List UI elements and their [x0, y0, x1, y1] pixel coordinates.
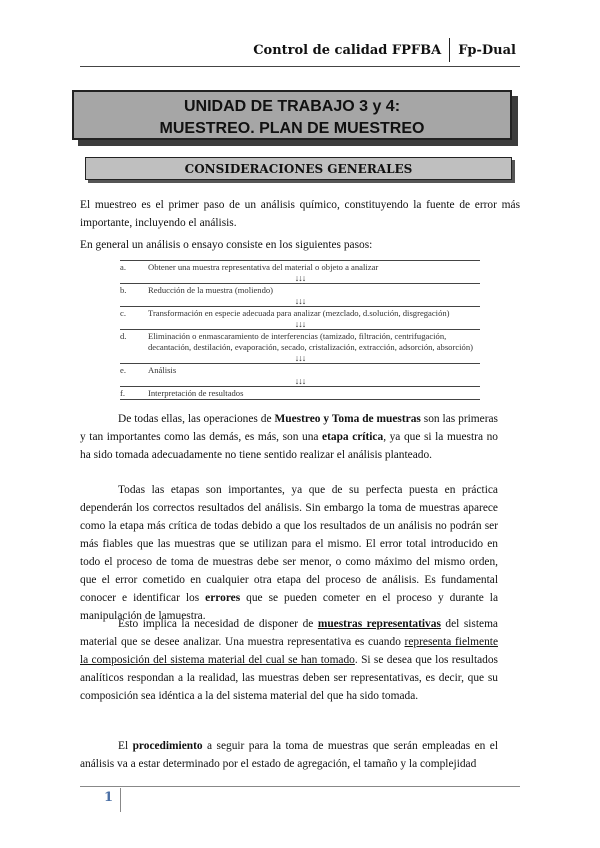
bold-text: etapa crítica — [322, 431, 384, 443]
text-run: De todas ellas, las operaciones de — [118, 413, 275, 425]
text-run: . Si se desea que los resultados analíticos respondan a la realidad, las muestras deben ser representativas, es decir, que su composición sea idéntica a la del sistema material del que ha sido tomada. — [80, 654, 498, 702]
text-run: Esto implica la necesidad de disponer de — [118, 618, 318, 630]
down-arrows-icon: ↓↓↓ — [294, 319, 306, 329]
bold-underlined-text: muestras representativas — [317, 618, 441, 630]
text-run: a seguir para la toma de muestras que serán empleadas en el análisis va a estar determinado por el estado de agregación, el tamaño y la complejidad — [80, 740, 498, 770]
footer-rule — [80, 786, 520, 787]
footer-separator — [120, 788, 121, 812]
paragraph-critical-stage — [80, 410, 498, 464]
step-item — [120, 329, 480, 353]
text-run: son las primeras y tan importantes como las demás, es más, son una — [80, 413, 498, 443]
header-course: Control de calidad FPFBA — [253, 42, 442, 58]
step-letter: f. — [120, 388, 126, 398]
step-text: Interpretación de resultados — [148, 388, 244, 398]
page-header — [253, 38, 516, 62]
underlined-text: representa fielmente la composición del sistema material del cual se han tomado — [80, 636, 498, 666]
analysis-steps-list — [120, 260, 480, 400]
bold-text: procedimiento — [132, 740, 203, 752]
down-arrows-icon: ↓↓↓ — [294, 296, 306, 306]
page-number: 1 — [104, 790, 114, 805]
text-run: , ya que si la muestra no ha sido tomada adecuadamente no tiene sentido realizar el análisis planteado. — [80, 431, 498, 461]
text-run: que se pueden cometer en el proceso y durante la manipulación de lamuestra. — [80, 592, 499, 622]
text-run: El — [118, 740, 133, 752]
step-item — [120, 306, 480, 319]
bold-text: Muestreo y Toma de muestras — [274, 413, 421, 425]
step-item — [120, 363, 480, 376]
unit-title-line1: UNIDAD DE TRABAJO 3 y 4: — [183, 98, 401, 115]
down-arrows-icon: ↓↓↓ — [294, 353, 306, 363]
header-program: Fp-Dual — [458, 42, 516, 58]
step-letter: b. — [120, 285, 127, 295]
paragraph-procedure — [80, 737, 498, 773]
step-item — [120, 386, 480, 399]
step-letter: e. — [120, 365, 126, 375]
paragraph-representative-samples — [80, 615, 498, 705]
step-item — [120, 283, 480, 296]
paragraph-all-stages — [80, 481, 498, 625]
section-heading: CONSIDERACIONES GENERALES — [85, 157, 512, 180]
step-text: Eliminación o enmascaramiento de interferencias (tamizado, filtración, centrifugación, decantación, destilación, evaporación, secado, cristalización, extracción, adsorción, absorción) — [148, 331, 473, 352]
text-run: Todas las etapas son importantes, ya que de su perfecta puesta en práctica dependerán los correctos resultados del análisis. Sin embargo la toma de muestras aparece como la etapa más crítica de todas debido a que los resultados de un análisis no podrán ser más fiables que las muestras que se utilizan para el mismo. El error total introducido en todo el proceso de toma de muestras debe ser menor, o como máximo del mismo orden, que el error cometido en cualquier otra etapa del proceso de análisis. Es fundamental conocer e identificar los — [80, 484, 498, 604]
step-text: Análisis — [148, 365, 177, 375]
intro-paragraph-2: En general un análisis o ensayo consiste en los siguientes pasos: — [80, 239, 373, 251]
step-text: Transformación en especie adecuada para analizar (mezclado, d.solución, disgregación) — [148, 308, 450, 318]
step-letter: d. — [120, 331, 127, 341]
steps-bottom-rule — [120, 399, 480, 400]
intro-paragraph-1: El muestreo es el primer paso de un análisis químico, constituyendo la fuente de error más importante, incluyendo el análisis. — [80, 199, 520, 229]
text-run: del sistema material que se desee analizar. Una muestra representativa es cuando — [80, 618, 498, 648]
unit-title-box — [72, 90, 512, 140]
step-letter: c. — [120, 308, 126, 318]
down-arrows-icon: ↓↓↓ — [294, 376, 306, 386]
step-letter: a. — [120, 262, 126, 272]
header-rule — [80, 66, 520, 67]
step-text: Obtener una muestra representativa del material o objeto a analizar — [148, 262, 379, 272]
header-separator — [449, 38, 450, 62]
unit-title-line2: MUESTREO. PLAN DE MUESTREO — [159, 120, 425, 137]
bold-text: errores — [205, 592, 241, 604]
down-arrows-icon: ↓↓↓ — [294, 273, 306, 283]
step-text: Reducción de la muestra (moliendo) — [148, 285, 274, 295]
step-item — [120, 260, 480, 273]
